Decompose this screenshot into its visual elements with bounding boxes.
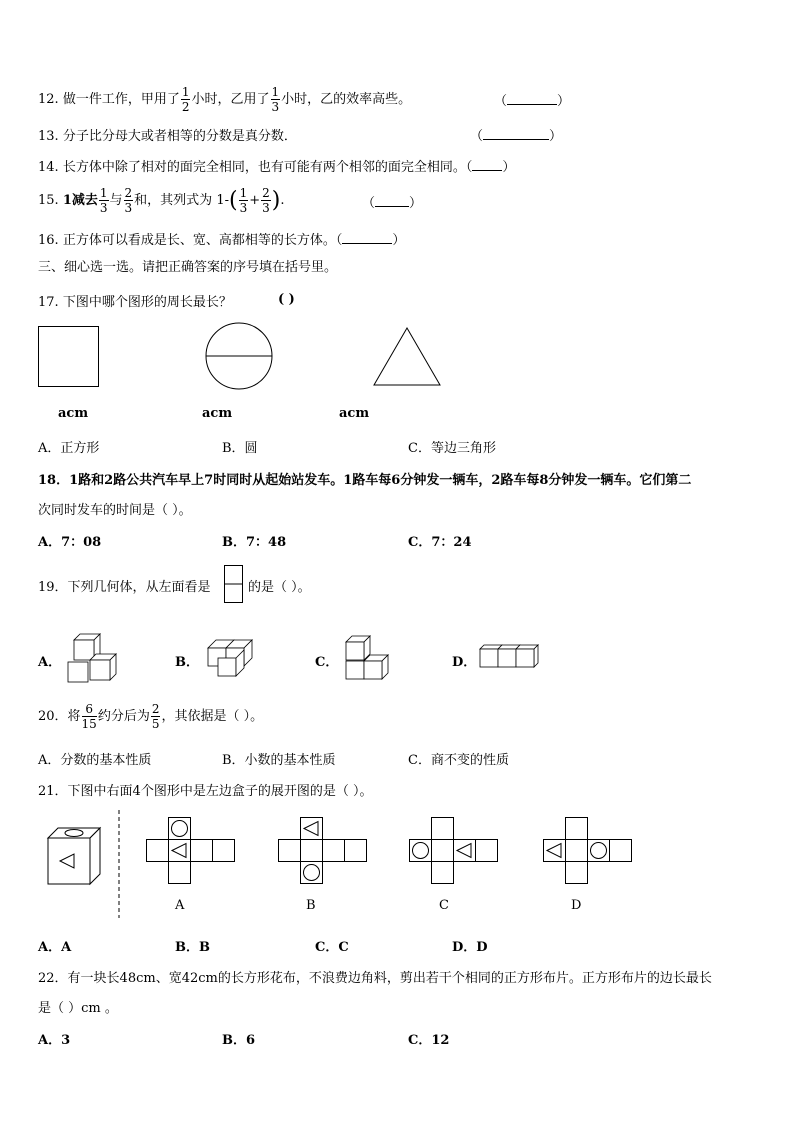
q15-lparen: （ (362, 196, 376, 211)
q12-f1-numerator: 1 (181, 85, 190, 99)
q12-text-post: 小时，乙的效率高些。 (281, 92, 412, 107)
q20-option-c[interactable]: C．商不变的性质 (408, 753, 509, 768)
q15-blank-line[interactable] (375, 196, 409, 207)
q15-expr-fraction-2 (261, 187, 271, 214)
q20-f1-denominator: 15 (81, 717, 97, 731)
question-13 (38, 125, 297, 144)
q20-option-b[interactable]: B．小数的基本性质 (222, 753, 336, 768)
q15-number: 15. (38, 193, 59, 208)
q17-square-label: acm (58, 406, 89, 421)
q19-option-a-label[interactable]: A． (38, 655, 62, 670)
q13-rparen: ） (549, 129, 563, 144)
q12-f2-denominator: 3 (271, 100, 280, 114)
q12-text-pre: 做一件工作，甲用了 (62, 92, 180, 107)
q22-option-c[interactable]: C．12 (408, 1033, 450, 1048)
q20-f1-numerator: 6 (82, 703, 97, 717)
q20-text-post: ，其依据是（ ）。 (161, 709, 264, 724)
q15-answer-blank[interactable] (362, 192, 422, 211)
q19-option-d-cubes[interactable] (478, 643, 546, 671)
q13-blank-line[interactable] (483, 129, 549, 140)
q12-answer-blank[interactable] (494, 90, 570, 109)
q21-text: 21．下图中右面4个图形中是左边盒子的展开图的是（ ）。 (38, 784, 373, 799)
q15-expr-plus: + (249, 193, 261, 208)
q17-square-figure (38, 326, 100, 388)
q12-fraction-2 (271, 86, 281, 113)
q15-and: 与 (109, 193, 123, 208)
q16-blank-line[interactable] (342, 233, 392, 244)
q19-option-c-cubes[interactable] (344, 634, 396, 684)
q16-number: 16. (38, 233, 59, 248)
q22-option-a[interactable]: A．3 (38, 1033, 71, 1048)
q20-f2-denominator: 5 (151, 717, 160, 731)
q18-option-a[interactable]: A．7：08 (38, 535, 102, 550)
q12-blank-line[interactable] (507, 94, 557, 105)
q20-fraction-1 (82, 703, 97, 730)
q17-option-b[interactable]: B．圆 (222, 441, 258, 456)
q16-rparen: ） (392, 233, 406, 248)
q22-option-b[interactable]: B．6 (222, 1033, 256, 1048)
q19-option-b-label[interactable]: B． (175, 655, 199, 670)
q12-lparen: （ (494, 94, 508, 109)
q15-text-he: 和，其列式为 (134, 193, 213, 208)
q15-fraction-1 (99, 187, 109, 214)
q15-expr-fraction-1 (239, 187, 249, 214)
q19-option-a-cubes[interactable] (68, 632, 124, 686)
q19-text-post: 的是（ ）。 (248, 580, 311, 595)
q17-option-c[interactable]: C．等边三角形 (408, 441, 496, 456)
q15-f1-denominator: 3 (99, 201, 108, 215)
q21-net-a-label: A (175, 898, 185, 913)
section-3-heading: 三、细心选一选。请把正确答案的序号填在括号里。 (38, 260, 338, 275)
question-15 (38, 187, 285, 214)
q21-net-d-label: D (571, 898, 582, 913)
q18-text-line-1: 18．1路和2路公共汽车早上7时同时从起始站发车。1路车每6分钟发一辆车，2路车每8分钟发一辆车。它们第二 (38, 473, 692, 488)
q21-option-a[interactable]: A．A (38, 940, 72, 955)
q20-option-a[interactable]: A．分数的基本性质 (38, 753, 152, 768)
q15-rparen: ） (409, 196, 423, 211)
q12-number: 12. (38, 92, 59, 107)
q22-text-line-2: 是（ ）cm 。 (38, 1001, 118, 1016)
q14-blank-line[interactable] (472, 160, 502, 171)
q15-expr-f2-numerator: 2 (262, 186, 270, 200)
q17-option-a[interactable]: A．正方形 (38, 441, 100, 456)
q16-text: 正方体可以看成是长、宽、高都相等的长方体。（ (62, 233, 343, 248)
q13-lparen: （ (470, 129, 484, 144)
q21-net-a[interactable] (146, 817, 238, 885)
q22-text-line-1: 22．有一块长48cm、宽42cm的长方形花布，不浪费边角料，剪出若干个相同的正方形布片。正方形布片的边长最长 (38, 971, 712, 986)
q15-expr-lparen: ( (229, 188, 238, 213)
q14-number: 14. (38, 160, 59, 175)
q15-expr-dot: . (280, 193, 285, 208)
question-16 (38, 229, 405, 248)
q12-rparen: ） (557, 94, 571, 109)
q19-option-c-label[interactable]: C． (315, 655, 339, 670)
q21-net-b[interactable] (278, 817, 370, 885)
q13-number: 13. (38, 129, 59, 144)
question-12 (38, 86, 411, 113)
q20-f2-numerator: 2 (151, 702, 160, 716)
q17-triangle-label: acm (339, 406, 370, 421)
q15-expr-f1-denominator: 3 (239, 201, 248, 215)
q15-expr-rparen: ) (271, 188, 281, 213)
question-14 (38, 156, 515, 175)
question-20 (38, 703, 263, 730)
q17-text: 下图中哪个图形的周长最长？ (62, 295, 232, 310)
q18-text-line-2: 次同时发车的时间是（ ）。 (38, 503, 192, 518)
q18-option-c[interactable]: C．7：24 (408, 535, 472, 550)
q15-expr-f2-denominator: 3 (262, 201, 270, 215)
q17-triangle-figure (373, 327, 443, 387)
q15-expr-f1-numerator: 1 (239, 186, 248, 200)
q15-f1-numerator: 1 (99, 186, 108, 200)
q21-option-d[interactable]: D．D (452, 940, 488, 955)
q13-answer-blank[interactable] (470, 125, 562, 144)
q12-f2-numerator: 1 (271, 85, 280, 99)
q17-circle-label: acm (202, 406, 233, 421)
q19-left-view-figure (224, 565, 244, 605)
q17-circle-figure (205, 321, 275, 391)
q21-divider-line (118, 810, 122, 920)
q19-option-d-label[interactable]: D． (452, 655, 477, 670)
q21-net-c[interactable] (409, 817, 501, 885)
q19-text-pre: 19．下列几何体，从左面看是 (38, 580, 211, 595)
q15-expr-pre: 1- (216, 193, 229, 208)
q15-fraction-2 (124, 187, 134, 214)
q15-f2-numerator: 2 (124, 186, 133, 200)
q14-rparen: ） (502, 160, 516, 175)
q17-number: 17. (38, 295, 59, 310)
q15-text-pre: 1减去 (62, 193, 98, 208)
q13-text: 分子比分母大或者相等的分数是真分数． (62, 129, 297, 144)
q21-option-c[interactable]: C．C (315, 940, 349, 955)
q21-net-c-label: C (439, 898, 449, 913)
q15-f2-denominator: 3 (124, 201, 133, 215)
q21-box-figure (46, 826, 104, 888)
q21-net-b-label: B (306, 898, 316, 913)
q15-expression (216, 186, 285, 215)
question-17 (38, 291, 232, 310)
q20-text-mid: 约分后为 (97, 709, 150, 724)
q20-text-pre: 20．将 (38, 709, 81, 724)
q20-fraction-2 (151, 703, 161, 730)
q17-answer-paren[interactable]: ( ) (278, 292, 295, 307)
q18-option-b[interactable]: B．7：48 (222, 535, 287, 550)
q12-text-mid: 小时，乙用了 (191, 92, 270, 107)
q12-fraction-1 (181, 86, 191, 113)
q14-text: 长方体中除了相对的面完全相同，也有可能有两个相邻的面完全相同。（ (62, 160, 473, 175)
q21-net-d[interactable] (543, 817, 635, 885)
q21-option-b[interactable]: B．B (175, 940, 210, 955)
q12-f1-denominator: 2 (181, 100, 190, 114)
q19-option-b-cubes[interactable] (204, 638, 260, 680)
